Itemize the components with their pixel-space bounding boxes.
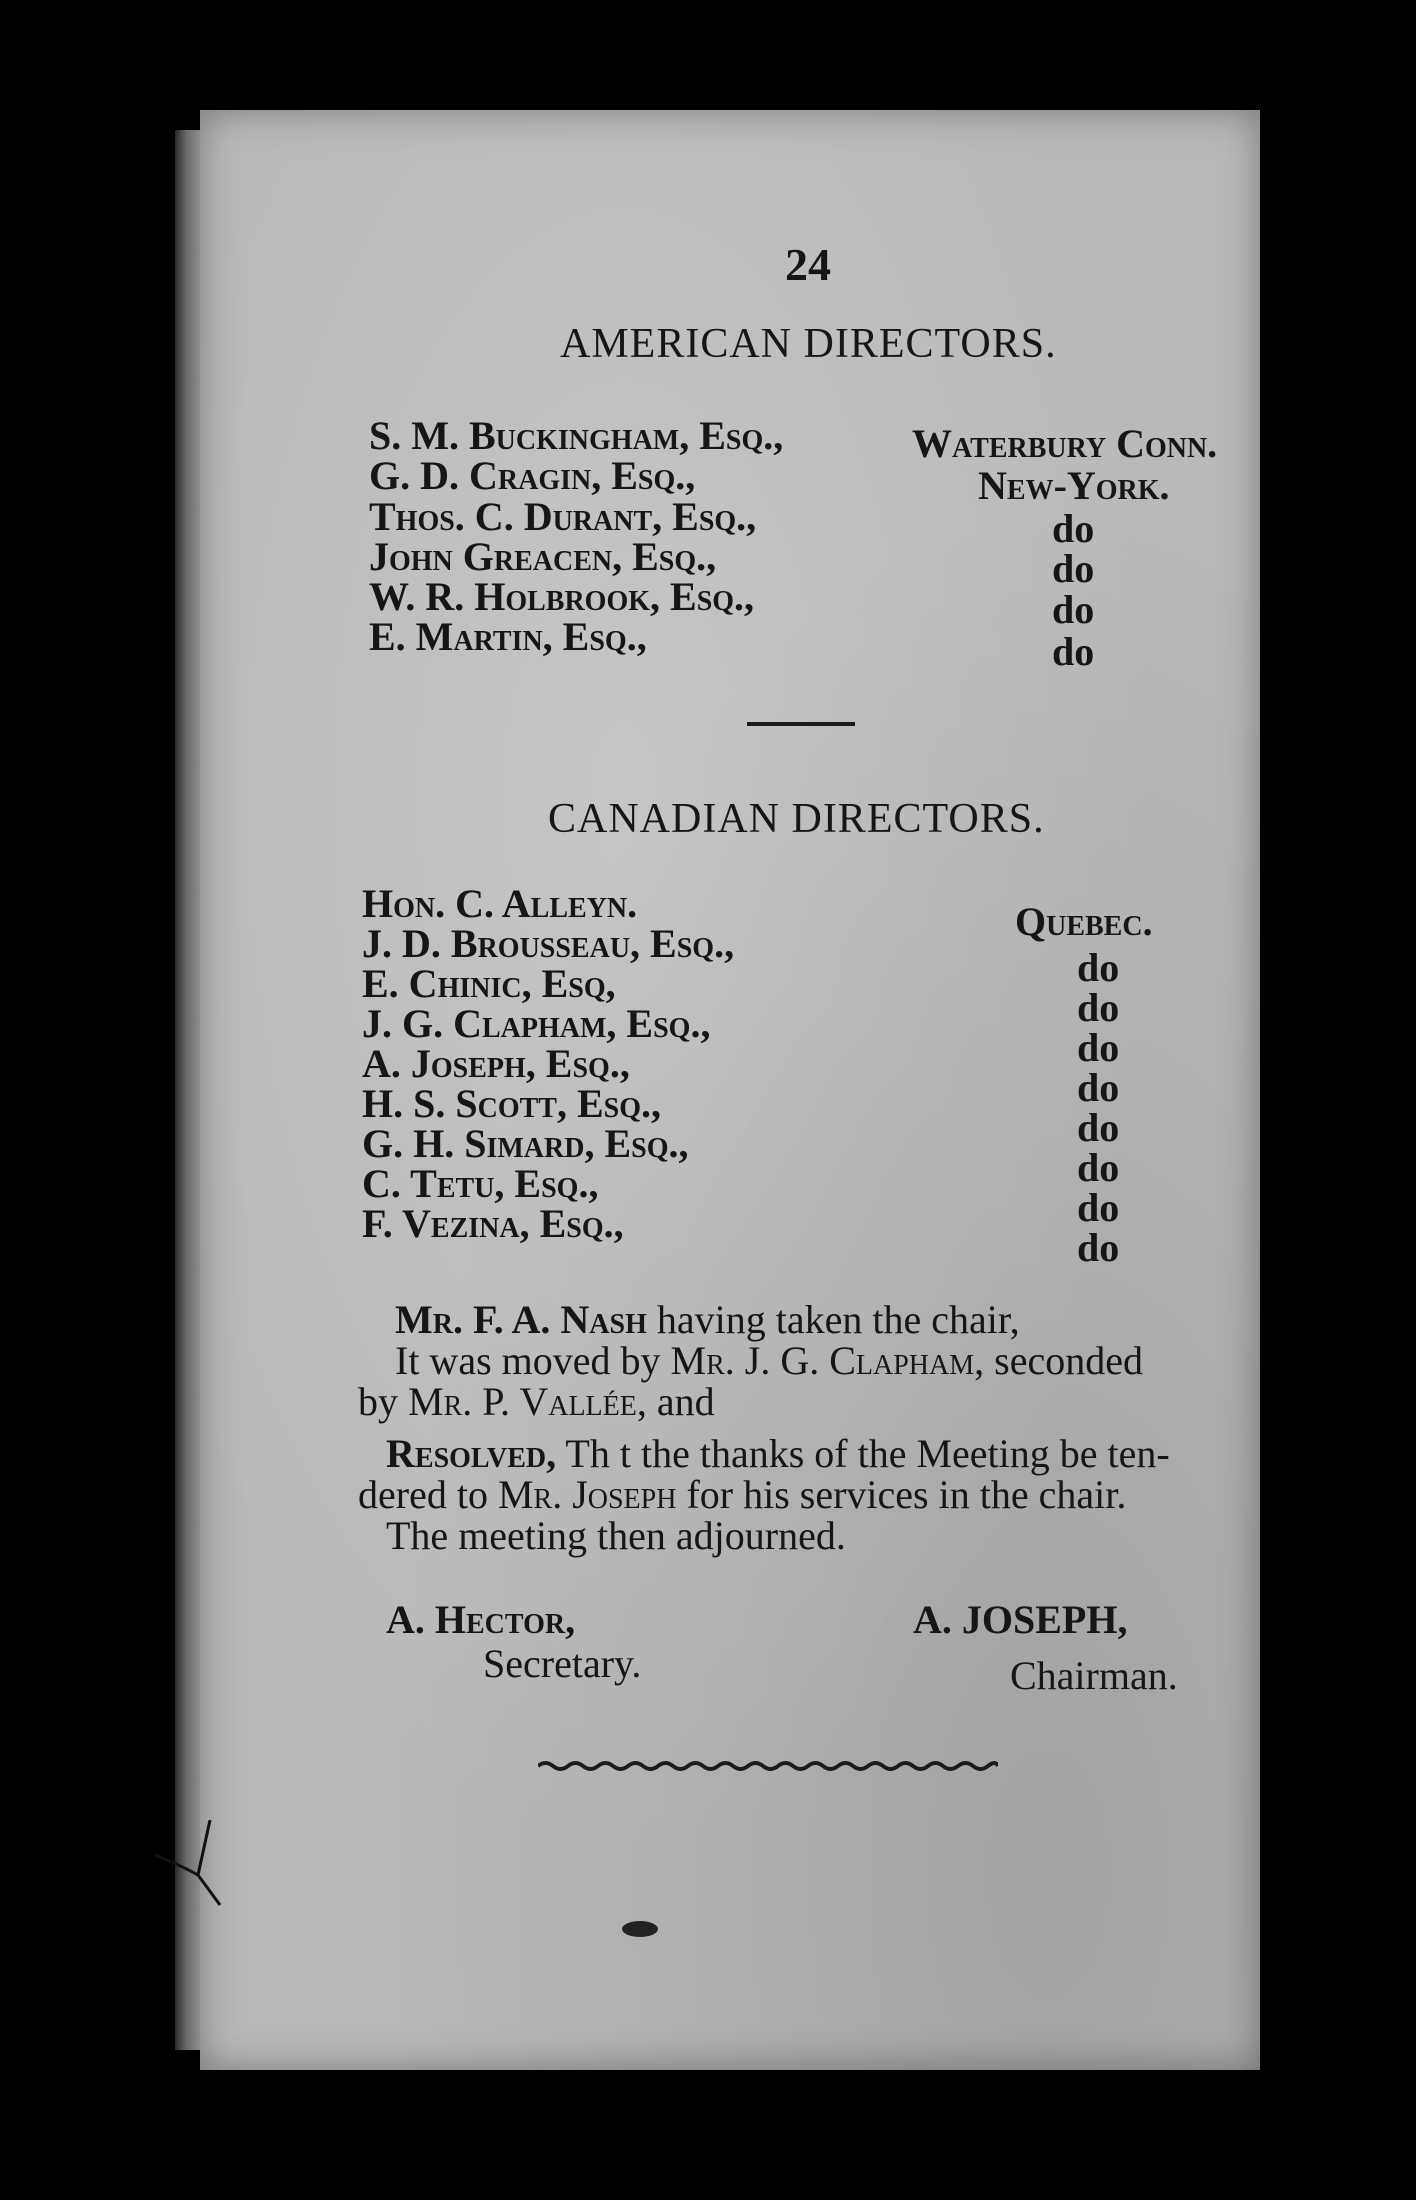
canadian-director-place: do bbox=[1077, 1185, 1120, 1230]
minutes-text: and bbox=[646, 1379, 715, 1424]
american-director-name: Thos. C. Durant, Esq., bbox=[369, 494, 757, 539]
american-directors-heading: AMERICAN DIRECTORS. bbox=[560, 321, 1057, 367]
american-director-name: W. R. Holbrook, Esq., bbox=[369, 574, 755, 619]
minutes-text: having taken the chair, bbox=[646, 1297, 1020, 1342]
minutes-text: by bbox=[358, 1379, 408, 1424]
person-name: Mr. P. Vallée, bbox=[408, 1379, 647, 1424]
minutes-line bbox=[386, 1430, 1170, 1477]
american-director-place: do bbox=[1052, 546, 1095, 591]
canadian-director-name: Hon. C. Alleyn. bbox=[362, 881, 638, 926]
margin-scribble bbox=[150, 1820, 230, 1910]
minutes-text: for his services in the chair. bbox=[676, 1472, 1127, 1517]
page-number: 24 bbox=[785, 239, 831, 290]
chairman-name: A. JOSEPH, bbox=[913, 1597, 1128, 1642]
canadian-director-place: do bbox=[1077, 1225, 1120, 1270]
secretary-title: Secretary. bbox=[483, 1641, 642, 1686]
minutes-text: seconded bbox=[984, 1338, 1143, 1383]
canadian-director-name: J. G. Clapham, Esq., bbox=[362, 1001, 711, 1046]
canadian-directors-heading: CANADIAN DIRECTORS. bbox=[548, 796, 1045, 842]
minutes-line: The meeting then adjourned. bbox=[386, 1513, 846, 1558]
american-director-name: E. Martin, Esq., bbox=[369, 614, 647, 659]
american-director-name: John Greacen, Esq., bbox=[369, 534, 717, 579]
minutes-text: dered to bbox=[358, 1472, 498, 1517]
american-director-place: Waterbury Conn. bbox=[912, 421, 1218, 466]
minutes-text: It was moved by bbox=[395, 1338, 671, 1383]
canadian-director-place: do bbox=[1077, 1065, 1120, 1110]
chairman-title: Chairman. bbox=[1010, 1653, 1178, 1698]
canadian-director-place: do bbox=[1077, 1105, 1120, 1150]
minutes-line bbox=[395, 1337, 1143, 1384]
minutes-line bbox=[395, 1296, 1020, 1343]
ink-blot bbox=[618, 1918, 662, 1940]
canadian-director-place: Quebec. bbox=[1015, 899, 1153, 944]
resolved-label: Resolved, bbox=[386, 1431, 557, 1476]
person-name: Mr. F. A. Nash bbox=[395, 1297, 647, 1342]
american-director-place: do bbox=[1052, 587, 1095, 632]
canadian-director-name: H. S. Scott, Esq., bbox=[362, 1081, 661, 1126]
minutes-line bbox=[358, 1471, 1126, 1518]
canadian-director-name: G. H. Simard, Esq., bbox=[362, 1121, 689, 1166]
canadian-director-name: F. Vezina, Esq., bbox=[362, 1201, 624, 1246]
canadian-director-place: do bbox=[1077, 1025, 1120, 1070]
canadian-director-place: do bbox=[1077, 985, 1120, 1030]
american-director-place: do bbox=[1052, 506, 1095, 551]
secretary-name: A. Hector, bbox=[386, 1597, 576, 1642]
minutes-line bbox=[358, 1378, 715, 1425]
canadian-director-name: E. Chinic, Esq, bbox=[362, 961, 616, 1006]
canadian-director-place: do bbox=[1077, 945, 1120, 990]
american-director-name: G. D. Cragin, Esq., bbox=[369, 453, 696, 498]
person-name: Mr. Joseph bbox=[497, 1472, 677, 1517]
ornamental-rule bbox=[538, 1756, 998, 1776]
minutes-text: Th t the thanks of the Meeting be ten- bbox=[556, 1431, 1170, 1476]
canadian-director-name: C. Tetu, Esq., bbox=[362, 1161, 599, 1206]
section-divider bbox=[747, 722, 855, 726]
canadian-director-place: do bbox=[1077, 1145, 1120, 1190]
american-director-name: S. M. Buckingham, Esq., bbox=[369, 413, 784, 458]
canadian-director-name: A. Joseph, Esq., bbox=[362, 1041, 630, 1086]
canadian-director-name: J. D. Brousseau, Esq., bbox=[362, 921, 735, 966]
person-name: Mr. J. G. Clapham, bbox=[670, 1338, 985, 1383]
american-director-place: New-York. bbox=[978, 463, 1170, 508]
american-director-place: do bbox=[1052, 629, 1095, 674]
